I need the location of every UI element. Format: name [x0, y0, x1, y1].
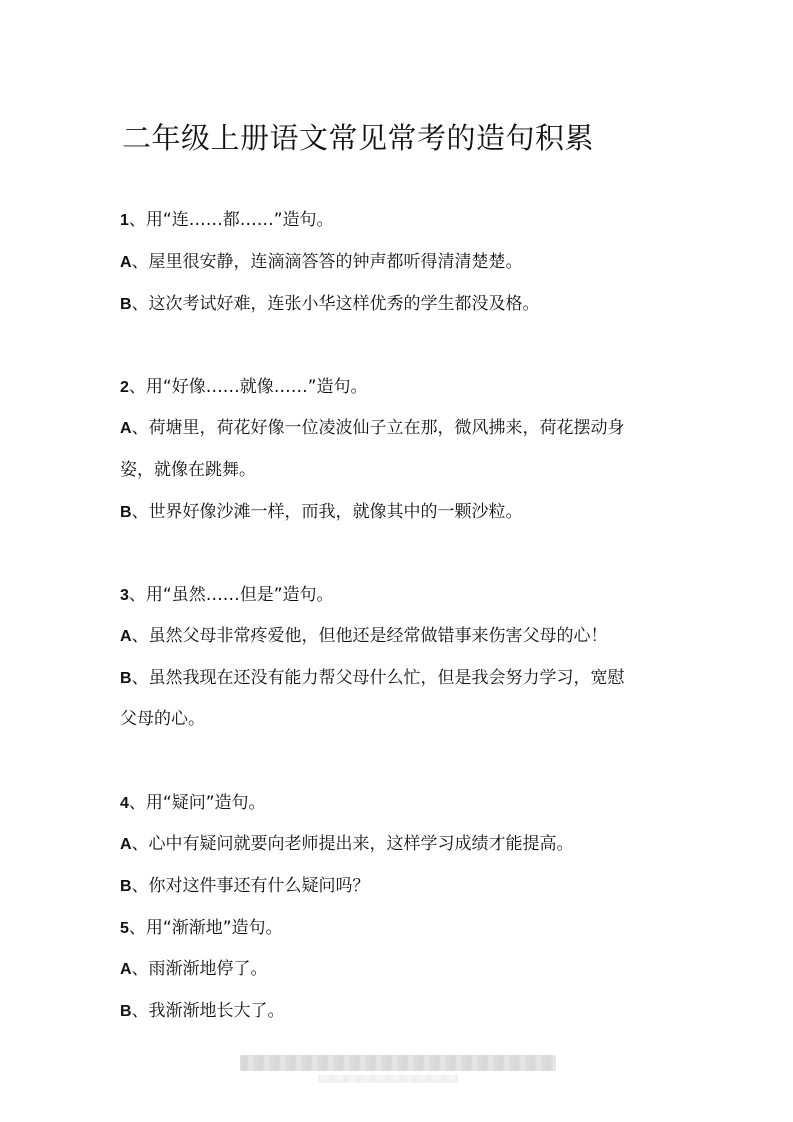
question-number: 4 [120, 795, 129, 812]
question-5-answer-b [120, 999, 285, 1024]
question-3-header [120, 583, 334, 608]
question-3-answer-b [120, 666, 625, 691]
question-4-answer-b [120, 874, 370, 899]
page-title: 二年级上册语文常见常考的造句积累 [122, 121, 595, 155]
question-3-answer-a [120, 624, 608, 649]
question-1-header [120, 208, 334, 233]
blurred-footer-watermark [240, 1055, 556, 1071]
answer-label: A [120, 628, 132, 645]
answer-text: 、虽然父母非常疼爱他，但他还是经常做错事来伤害父母的心！ [131, 626, 608, 646]
answer-text: 、雨渐渐地停了。 [131, 959, 268, 979]
question-1-answer-a [120, 250, 523, 275]
answer-text: 、世界好像沙滩一样，而我，就像其中的一颗沙粒。 [131, 502, 523, 522]
answer-label: A [120, 961, 132, 978]
question-number: 1 [120, 212, 129, 229]
answer-text: 、你对这件事还有什么疑问吗？ [131, 876, 370, 896]
question-1-answer-b [120, 292, 540, 317]
question-4-header [120, 791, 266, 816]
answer-text: 、荷塘里，荷花好像一位凌波仙子立在那，微风拂来，荷花摆动身 [131, 418, 625, 438]
question-prompt: 、用“连……都……”造句。 [128, 210, 334, 230]
question-number: 3 [120, 587, 129, 604]
answer-text: 、我渐渐地长大了。 [131, 1001, 285, 1021]
answer-label: A [120, 420, 132, 437]
question-prompt: 、用“渐渐地”造句。 [128, 918, 283, 938]
question-prompt: 、用“好像……就像……”造句。 [128, 377, 368, 397]
answer-label: B [120, 670, 132, 687]
question-2-answer-a [120, 416, 625, 441]
answer-label: B [120, 296, 132, 313]
question-number: 2 [120, 379, 129, 396]
question-5-answer-a [120, 957, 268, 982]
answer-text: 、屋里很安静，连滴滴答答的钟声都听得清清楚楚。 [131, 252, 523, 272]
question-prompt: 、用“疑问”造句。 [128, 793, 266, 813]
answer-label: B [120, 878, 132, 895]
answer-text: 、心中有疑问就要向老师提出来，这样学习成绩才能提高。 [131, 834, 574, 854]
question-3-answer-b-continued: 父母的心。 [120, 709, 205, 729]
answer-label: B [120, 504, 132, 521]
question-prompt: 、用“虽然……但是”造句。 [128, 585, 334, 605]
blurred-footer-watermark-line [318, 1075, 458, 1083]
question-5-header [120, 916, 283, 941]
question-2-answer-a-continued: 姿，就像在跳舞。 [120, 460, 256, 480]
answer-label: B [120, 1003, 132, 1020]
answer-text: 、这次考试好难，连张小华这样优秀的学生都没及格。 [131, 294, 540, 314]
answer-label: A [120, 836, 132, 853]
question-number: 5 [120, 920, 129, 937]
question-2-header [120, 375, 368, 400]
answer-text: 、虽然我现在还没有能力帮父母什么忙，但是我会努力学习，宽慰 [131, 668, 625, 688]
question-4-answer-a [120, 832, 574, 857]
answer-label: A [120, 254, 132, 271]
question-2-answer-b [120, 500, 523, 525]
